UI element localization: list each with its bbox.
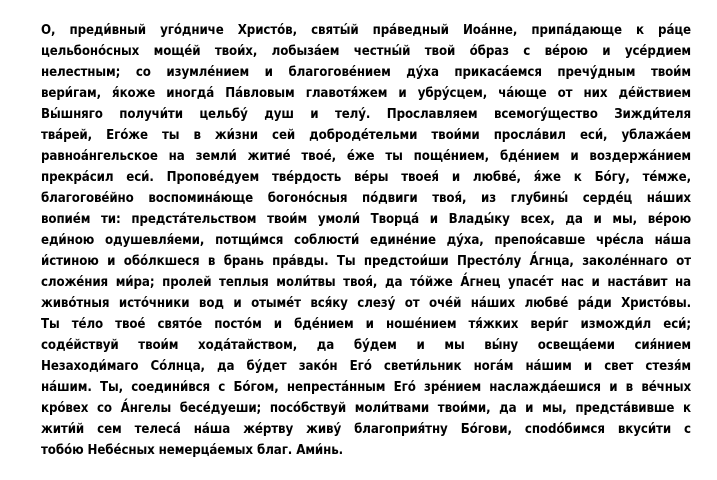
prayer-line: жити́й сем телеса́ на́ша же́ртву живу́ благоприя́тну Бо́гови, спodо́бимся вкуси́ти с <box>41 422 691 437</box>
prayer-line: Ты те́ло твое́ свято́е посто́м и бде́нием и ноше́нием тя́жких вери́г изможди́л еси́; <box>41 317 691 332</box>
prayer-line: нелестным; со изумле́нием и благогове́нием ду́ха прикаса́емся пречу́дным твои́м <box>41 65 691 80</box>
prayer-line: на́шим. Ты, соедини́вся с Бо́гом, непреста́нным Его́ зре́нием наслажда́ешися и в ве́чных <box>41 380 691 395</box>
prayer-line: О, преди́вный уго́дниче Христо́в, святы́й пра́ведный Иоа́нне, припа́дающе к ра́це <box>41 23 691 38</box>
prayer-line: кро́вех со А́нгелы бесе́дуеши; посо́бствуй моли́твами твои́ми, да и мы, предста́вивше к <box>41 401 691 416</box>
prayer-line: тва́рей, Его́же ты в жи́зни сей доброде́тельми твои́ми просла́вил еси́, ублажа́ем <box>41 128 691 143</box>
prayer-line: соде́йствуй твои́м хода́тайством, да бу́дем и мы вы́ну освеща́еми сия́нием <box>41 338 691 353</box>
prayer-line: живо́тныя исто́чники вод и отыме́т вся́ку слезу́ от оче́й на́ших любве́ ра́ди Христо́вы. <box>41 296 691 311</box>
prayer-line: вери́гам, я́коже иногда́ Па́вловым главотя́жем и убру́сцем, ча́юще от них де́йствием <box>41 86 691 101</box>
prayer-line: тобо́ю Небе́сных немерца́емых благ. Ами́нь. <box>41 443 344 458</box>
prayer-line: благогове́йно воспомина́юще богоно́сныя по́двиги твоя́, из глубины́ серде́ц на́ших <box>41 191 691 206</box>
prayer-text <box>41 20 691 461</box>
prayer-line: еди́ною одушевля́еми, потщи́мся соблюсти́ едине́ние ду́ха, препоя́савше чре́сла на́ша <box>41 233 691 248</box>
prayer-line: Вы́шняго получи́ти цельбу́ душ и телу́. Прославляем всемогу́щество Зижди́теля <box>41 107 691 122</box>
prayer-line: и́стиною и обо́лкшеся в брань пра́вды. Ты предстои́ши Престо́лу А́гнца, заколе́ннаго от <box>41 254 691 269</box>
prayer-line: Незаходи́маго Со́лнца, да бу́дет зако́н Его́ свети́льник нога́м на́шим и свет стезя́м <box>41 359 691 374</box>
prayer-line: прекра́сил еси́. Пропове́дуем тве́рдость ве́ры твоея́ и любве́, я́же к Бо́гу, те́мже, <box>41 170 691 185</box>
prayer-line: вопие́м ти: предста́тельством твои́м умоли́ Творца́ и Влады́ку всех, да и мы, ве́рою <box>41 212 691 227</box>
prayer-line: сложе́ния ми́ра; пролей теплыя моли́твы твоя́, да то́йже А́гнец упасе́т нас и наста́вит на <box>41 275 691 290</box>
prayer-line: цельбоно́сных моще́й твои́х, лобыза́ем честны́й твой о́браз с ве́рою и усе́рдием <box>41 44 691 59</box>
prayer-line: равноа́нгельское на земли́ житие́ твое́, е́же ты поще́нием, бде́нием и воздержа́нием <box>41 149 691 164</box>
